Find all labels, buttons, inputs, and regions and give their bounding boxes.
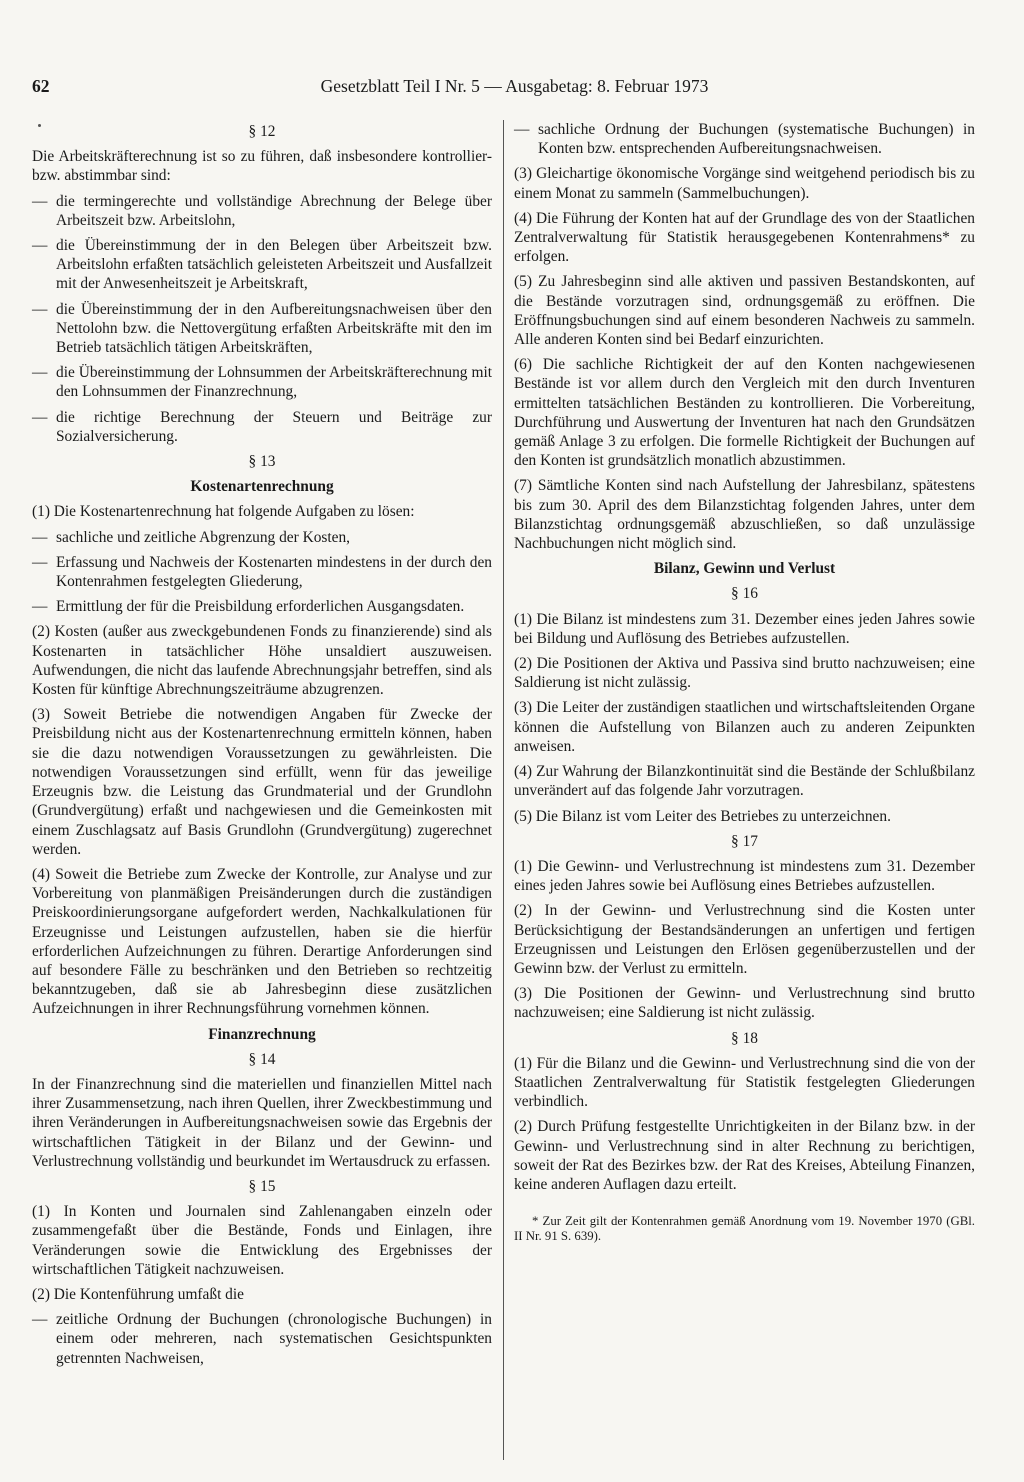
list-item: — die Übereinstimmung der Lohnsummen der Arbeitskräfterechnung mit den Lohnsummen der Finanzrechnung,	[32, 363, 492, 401]
section-16-para-4: (4) Zur Wahrung der Bilanzkontinuität sind die Bestände der Schlußbilanz unverändert auf das folgende Jahr vorzutragen.	[514, 763, 975, 800]
page-header	[32, 76, 997, 102]
section-13-title: § 13	[248, 453, 276, 471]
finanzrechnung-heading: Finanzrechnung	[208, 1025, 316, 1043]
list-item: — Erfassung und Nachweis der Kostenarten mindestens in der durch den Kontenrahmen festgelegten Gliederung,	[32, 553, 492, 591]
column-divider	[503, 120, 504, 1460]
left-column	[32, 120, 492, 1374]
list-item: — zeitliche Ordnung der Buchungen (chronologische Buchungen) in einem oder mehreren, nach systematischen Gesichtspunkten getrennten Nachweisen,	[32, 1310, 492, 1368]
list-item: — sachliche und zeitliche Abgrenzung der Kosten,	[32, 528, 492, 547]
section-16-para-2: (2) Die Positionen der Aktiva und Passiva sind brutto nachzuweisen; eine Saldierung ist nicht zulässig.	[514, 655, 975, 692]
list-item: — die termingerechte und vollständige Abrechnung der Belege über Arbeitszeit bzw. Arbeitslohn,	[32, 192, 492, 230]
running-title: Gesetzblatt Teil I Nr. 5 — Ausgabetag: 8. Februar 1973	[320, 76, 709, 96]
list-item: — die Übereinstimmung der in den Aufbereitungsnachweisen über den Nettolohn bzw. die Nettovergütung erfaßten Arbeitskräfte mit den im Betrieb tatsächlich tätigen Arbeitskräften,	[32, 300, 492, 358]
section-12-intro: Die Arbeitskräfterechnung ist so zu führen, daß insbesondere kontrollier- bzw. abstimmbar sind:	[32, 148, 492, 185]
kostenartenrechnung-heading: Kostenartenrechnung	[190, 478, 334, 496]
section-18-para-1: (1) Für die Bilanz und die Gewinn- und Verlustrechnung sind die von der Staatlichen Zentralverwaltung für Statistik festgelegten Gliederungen verbindlich.	[514, 1054, 975, 1111]
list-item: — die richtige Berechnung der Steuern und Beiträge zur Sozialversicherung.	[32, 408, 492, 446]
section-16-para-5: (5) Die Bilanz ist vom Leiter des Betriebes zu unterzeichnen.	[514, 807, 891, 825]
section-15-para-1: (1) In Konten und Journalen sind Zahlenangaben einzeln oder zusammengefaßt über die Bestände, Fonds und Einlagen, ihre Veränderungen sowie die Entwicklung des Ergebnisses der wirtschaftlichen Tätigkeit nachzuweisen.	[32, 1203, 492, 1278]
section-16-title: § 16	[731, 585, 758, 603]
right-column	[514, 120, 975, 1244]
list-item: — Ermittlung der für die Preisbildung erforderlichen Ausgangsdaten.	[32, 597, 492, 616]
section-15-title: § 15	[248, 1177, 276, 1195]
section-15-para-7: (7) Sämtliche Konten sind nach Aufstellung der Jahresbilanz, spätestens bis zum 30. April des dem Bilanzstichtag folgenden Jahres, unter dem Bilanzstichtag ordnungsgemäß abzuschließen, so daß unzulässige Nachbuchungen nicht möglich sind.	[514, 477, 975, 553]
section-15-para-2: (2) Die Kontenführung umfaßt die	[32, 1285, 244, 1303]
section-15-para-6: (6) Die sachliche Richtigkeit der auf den Konten nachgewiesenen Bestände ist vor allem durch den Vergleich mit den durch Inventuren ermittelten tatsächlichen Beständen zu kontrollieren. Die Vorbereitung, Durchführung und Auswertung der Inventuren hat nach den Grundsätzen gemäß Anlage 3 zu erfolgen. Die formelle Richtigkeit der Buchungen auf den Konten ist grundsätzlich monatlich abzustimmen.	[514, 356, 975, 470]
footnote: * Zur Zeit gilt der Kontenrahmen gemäß Anordnung vom 19. November 1970 (GBl. II Nr. 91 S. 639).	[514, 1214, 975, 1244]
section-17-para-3: (3) Die Positionen der Gewinn- und Verlustrechnung sind brutto nachzuweisen; eine Saldierung ist nicht zulässig.	[514, 985, 975, 1022]
section-18-para-2: (2) Durch Prüfung festgestellte Unrichtigkeiten in der Bilanz bzw. in der Gewinn- und Verlustrechnung sind in alter Rechnung zu berichtigen, soweit der Rat des Bezirkes bzw. der Rat des Kreises, Abteilung Finanzen, keine anderen Auflagen dazu erteilt.	[514, 1118, 975, 1193]
list-item: — die Übereinstimmung der in den Belegen über Arbeitszeit bzw. Arbeitslohn erfaßten tatsächlich geleisteten Arbeitszeit und Ausfallzeit mit der Anwesenheitszeit je Arbeitskraft,	[32, 236, 492, 294]
section-13-para-1: (1) Die Kostenartenrechnung hat folgende Aufgaben zu lösen:	[32, 503, 415, 521]
section-17-title: § 17	[731, 832, 758, 850]
section-13-para-2: (2) Kosten (außer aus zweckgebundenen Fonds zu finanzierende) sind als Kostenarten in tatsächlicher Höhe unsaldiert auszuweisen. Aufwendungen, die nicht das laufende Abrechnungsjahr betreffen, sind als Kosten für künftige Abrechnungszeiträume abzugrenzen.	[32, 623, 492, 699]
section-17-para-1: (1) Die Gewinn- und Verlustrechnung ist mindestens zum 31. Dezember eines jeden Jahres sowie bei Auflösung eines Betriebes aufzustellen.	[514, 857, 975, 895]
section-13-para-3: (3) Soweit Betriebe die notwendigen Angaben für Zwecke der Preisbildung nicht aus der Kostenartenrechnung ermitteln können, haben sie die dazu notwendigen Voraussetzungen zu gewährleisten. Die notwendigen Voraussetzungen sind erfüllt, wenn für das jeweilige Erzeugnis bzw. die Leistung das Grundmaterial und der Grundlohn (Grundvergütung) erfaßt und nachgewiesen und die Gemeinkosten mit einem Zuschlagsatz auf Basis Grundlohn (Grundvergütung) zugerechnet werden.	[32, 706, 492, 858]
bilanz-heading: Bilanz, Gewinn und Verlust	[653, 560, 836, 578]
list-item: — sachliche Ordnung der Buchungen (systematische Buchungen) in Konten bzw. entsprechenden Aufbereitungsnachweisen.	[514, 120, 975, 158]
section-15-para-3: (3) Gleichartige ökonomische Vorgänge sind weitgehend periodisch bis zu einem Monat zu sammeln (Sammelbuchungen).	[514, 165, 975, 202]
section-18-title: § 18	[731, 1029, 758, 1047]
section-17-para-2: (2) In der Gewinn- und Verlustrechnung sind die Kosten unter Berücksichtigung der Bestandsänderungen an unfertigen und fertigen Erzeugnissen und Leistungen den Erlösen gegenüberzustellen und der Gewinn bzw. der Verlust zu ermitteln.	[514, 902, 975, 977]
section-14-title: § 14	[248, 1050, 276, 1068]
page-number: 62	[32, 76, 50, 96]
section-13-para-4: (4) Soweit die Betriebe zum Zwecke der Kontrolle, zur Analyse und zur Vorbereitung von planmäßigen Preisänderungen durch die zuständigen Preiskoordinierungsorgane aufgefordert werden, Nachkalkulationen für Erzeugnisse und Leistungen aufzustellen, haben sie die hierfür erforderlichen Aufzeichnungen zu führen. Derartige Anforderungen sind auf besondere Fälle zu beschränken und den Betrieben so rechtzeitig bekanntzugeben, daß sie ab Jahresbeginn diese zusätzlichen Aufzeichnungen in ihrer Rechnungsführung vornehmen können.	[32, 865, 492, 1018]
section-12-title: § 12	[248, 123, 276, 140]
section-14-para: In der Finanzrechnung sind die materiellen und finanziellen Mittel nach ihrer Zusammensetzung, nach ihren Quellen, ihrer Zweckbestimmung und ihren Veränderungen in Aufbereitungsnachweisen sowie das Ergebnis der wirtschaftlichen Tätigkeit in der Bilanz und der Gewinn- und Verlustrechnung vollständig und beurkundet im Wertausdruck zu erfassen.	[32, 1075, 492, 1170]
section-16-para-3: (3) Die Leiter der zuständigen staatlichen und wirtschaftsleitenden Organe können die Aufstellung von Bilanzen auch zu anderen Zeipunkten anweisen.	[514, 699, 975, 755]
section-15-para-5: (5) Zu Jahresbeginn sind alle aktiven und passiven Bestandskonten, auf die Bestände vorzutragen sind, ordnungsgemäß zu eröffnen. Die Eröffnungsbuchungen sind auf einem besonderen Nachweis zu sammeln. Alle anderen Konten sind bei Bedarf einzurichten.	[514, 273, 975, 349]
section-15-para-4: (4) Die Führung der Konten hat auf der Grundlage des von der Staatlichen Zentralverwaltung für Statistik herausgegebenen Kontenrahmens* zu erfolgen.	[514, 209, 975, 266]
section-16-para-1: (1) Die Bilanz ist mindestens zum 31. Dezember eines jeden Jahres sowie bei Bildung und Auflösung des Betriebes aufzustellen.	[514, 610, 975, 647]
